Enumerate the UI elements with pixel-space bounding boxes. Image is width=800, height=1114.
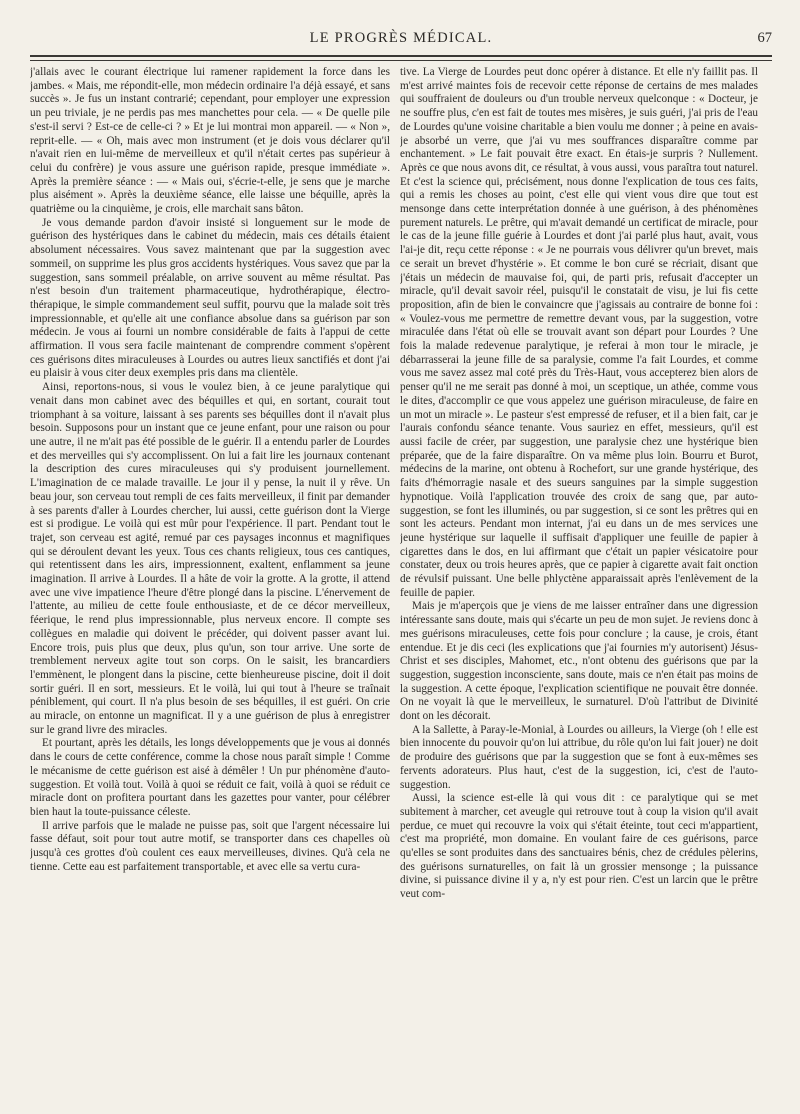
paragraph: Je vous demande pardon d'avoir insisté si longuement sur le mode de guérison des hystériques dans le cabinet du médecin, mais ces détails étaient absolument nécessaires. Vous savez maintenant que par la suggestion avec sommeil, on supprime les plus gros accidents hystériques. Vous savez que par la suggestion, sans sommeil préalable, on arrive souvent au même résultat. Pas n'est besoin d'un traitement pharmaceutique, hydrothérapique, électro-thérapique, le simple commandement seul suffit, pourvu que la malade soit très impressionnable, et qu'elle ait une confiance absolue dans sa guérison par son médecin. Je vous ai fourni un nombre considérable de faits à l'appui de cette affirmation. Il vous sera facile maintenant de comprendre comment s'opèrent ces guérisons dites miraculeuses à Lourdes ou autres lieux sanctifiés et dont j'ai eu plaisir à vous citer deux exemples pris dans ma clientèle. (30, 216, 390, 380)
header-rule (30, 55, 772, 61)
running-title: LE PROGRÈS MÉDICAL. (309, 30, 493, 46)
paragraph: Aussi, la science est-elle là qui vous dit : ce paralytique qui se met subitement à marcher, cet aveugle qui retrouve tout à coup la vision qu'il avait perdue, ce muet qui recouvre la voix qui s'était éteinte, tout ceci m'appartient, c'est ma propriété, mon domaine. En voulant faire de ces guérisons, parce qu'elles se sont produites dans des sanctuaires bénis, chez de crédules pèlerins, des guérisons surnaturelles, on fait là un grossier mensonge ; la puissance divine, si puissance divine il y a, n'y est pour rien. C'est un larcin que le prêtre veut com- (400, 792, 758, 901)
paragraph: tive. La Vierge de Lourdes peut donc opérer à distance. Et elle n'y faillit pas. Il m'est arrivé maintes fois de recevoir cette réponse de certains de mes malades qui souffraient de douleurs ou d'un trouble nerveux quelconque : « Docteur, je ne souffre plus, c'en est fait de toutes mes misères, je suis guéri, j'ai pris de l'eau de Lourdes qu'une voisine charitable a bien voulu me donner ; à peine en avais-je absorbé un verre, que j'ai vu mes souffrances disparaître comme par enchantement. » Le fait pouvait être exact. En étais-je surpris ? Nullement. Après ce que nous avons dit, ce résultat, à vous aussi, vous paraîtra tout naturel. Et c'est la science qui, précisément, nous donne l'explication de tous ces faits, qui a remis les choses au point, c'est elle qui vient vous dire que tout est mensonge dans cette interprétation donnée à une guérison, à des phénomènes purement naturels. Le prêtre, qui m'avait demandé un certificat de miracle, pour le cas de la jeune fille guérie à Lourdes et dont j'ai parlé plus haut, avait, vous l'ai-je dit, reçu cette réponse : « Je ne pourrais vous délivrer qu'un brevet, mais ce serait un brevet d'hystérie ». Et comme le bon curé se récriait, disant que j'étais un médecin de mauvaise foi, qui, de parti pris, refusait d'accepter un miracle, qu'il devait savoir réel, puisqu'il le constatait de visu, je lui fis cette proposition, afin de bien le convaincre que j'agissais au contraire de bonne foi : « Voulez-vous me permettre de remettre devant vous, par la suggestion, votre miraculée dans l'état où elle se trouvait avant son départ pour Lourdes ? Une fois la malade redevenue paralytique, je referai à mon tour le miracle, je débarrasserai la jeune fille de sa paralysie, comme l'a fait Lourdes, et comme vous me savez assez mal coté près du Très-Haut, vous accepterez bien alors de penser qu'il ne me serait pas donné à moi, un sceptique, un athée, comme vous le dites, d'accomplir ce que vous appelez une guérison miraculeuse, de faire en un mot un miracle ». Le pasteur s'est empressé de refuser, et il a bien fait, car je l'aurais confondu séance tenante. Vous sauriez en effet, messieurs, qu'il est aussi facile de créer, par suggestion, une paralysie chez une hystérique bien préparée, que de la faire disparaître. On va même plus loin. Bourru et Burot, médecins de la marine, ont obtenu à Rochefort, sur une grande hystérique, des faits d'hémorragie nasale et des sueurs sanguines par la simple suggestion hypnotique. Voilà l'application trouvée des croix de sang que, par auto-suggestion, se font les illuminés, ou par suggestion, si ce sont les prêtres qui en sont les acteurs. Pendant mon internat, j'ai eu dans un de mes services une jeune hystérique sur laquelle il suffisait d'appliquer une feuille de papier à cigarettes dans le dos, en lui affirmant que c'était un papier vésicatoire pour constater, deux ou trois heures après, que ce papier à cigarette avait fait onction de révulsif puissant. Une belle phlyctène apparaissait après l'enlèvement de la feuille de papier. (400, 66, 758, 599)
right-column (400, 66, 758, 1106)
paragraph: Et pourtant, après les détails, les longs développements que je vous ai donnés dans le cours de cette conférence, comme la chose nous paraît simple ! Comme le mécanisme de cette guérison est aisé à démêler ! Un pur phénomène d'auto-suggestion. Et voilà tout. Voilà à quoi se réduit ce fait, voilà à quoi se réduit ce miracle dont on profitera pourtant dans les gazettes pour vanter, pour célébrer bien haut la toute-puissance céleste. (30, 737, 390, 818)
paragraph: j'allais avec le courant électrique lui ramener rapidement la force dans les jambes. « Mais, me répondit-elle, mon médecin ordinaire l'a déjà essayé, et sans succès ». Je fus un instant contrarié; cependant, pour employer une expression un peu triviale, je ne perdis pas mes manchettes pour cela. — « De quelle pile s'est-il servi ? Est-ce de celle-ci ? » Et je lui montrai mon appareil. — « Non », reprit-elle. — « Oh, mais avec mon instrument (et je dois vous déclarer qu'il n'avait rien en lui-même de merveilleux et qu'il n'était certes pas supérieur à celui du confrère) je vous assure une guérison rapide, presque immédiate ». Après la première séance : — « Mais oui, s'écrie-t-elle, je sens que je marche plus aisément ». Après la deuxième séance, elle laisse une béquille, après la quatrième ou la cinquième, je crois, elle marchait sans bâton. (30, 66, 390, 216)
page-number: 67 (757, 30, 772, 46)
paragraph: Ainsi, reportons-nous, si vous le voulez bien, à ce jeune paralytique qui venait dans mon cabinet avec des béquilles et qui, en sortant, courait tout triomphant à sa voiture, laissant à ses parents ses béquilles dont il n'avait plus besoin. Supposons pour un instant que ce jeune enfant, pour une raison ou pour une autre, il ne m'ait pas été possible de le guérir. Il a entendu parler de Lourdes et des merveilles qui s'y accomplissent. On lui a fait lire les journaux contenant la description des cures miraculeuses qui s'y produisent journellement. L'imagination de ce malade travaille. Le jour il y pense, la nuit il y rêve. Un beau jour, son cerveau tout rempli de ces faits merveilleux, il finit par demander à ses parents d'aller à Lourdes chercher, lui aussi, cette guérison dont la Vierge est si prodigue. Le voilà qui est mûr pour l'expérience. Il part. Pendant tout le trajet, son cerveau est agité, remué par ces paysages inconnus et magnifiques qui se déroulent devant les yeux. Tous ces chants religieux, tous ces cantiques, qui retentissent dans les airs, impressionnent, exaltent, enflamment sa jeune imagination. Il arrive à Lourdes. Il a hâte de voir la grotte. A la grotte, il attend avec une vive impatience l'heure d'être plongé dans la piscine. L'énervement de l'attente, au milieu de cette foule enthousiaste, et de ce décor merveilleux, féerique, le rend plus impressionnable, plus nerveux encore. Il compte ses collègues en maladie qui doivent le précéder, qui doivent passer avant lui. Encore trois, puis plus que deux, plus qu'un, son tour arrive. Une sorte de tremblement nerveux agite tout son corps. On le saisit, les brancardiers l'emmènent, le plongent dans la piscine, cette bienheureuse piscine, doit il doit sortir guéri. Il en sort, messieurs. Et le voilà, lui qui tout à l'heure se traînait péniblement, qui court. Il n'a plus besoin de ses béquilles, il est guéri. On crie au miracle, on entonne un magnificat. Il y a une guérison de plus à enregistrer sur le grand livre des miracles. (30, 381, 390, 736)
paragraph: Mais je m'aperçois que je viens de me laisser entraîner dans une digression intéressante sans doute, mais qui s'écarte un peu de mon sujet. Je reviens donc à mes guérisons miraculeuses, cette fois pour conclure ; la cause, je crois, étant entendue. Et je dis ceci (les explications que j'ai fournies m'y autorisent) Jésus-Christ et ses disciples, Mahomet, etc., n'ont obtenu des guérisons que par la suggestion, suggestion inconsciente, sans doute, mais ce n'en était pas moins de la suggestion. A cette époque, l'explication scientifique ne pouvait être donnée. On ne voyait là que le merveilleux, le surnaturel. D'où l'attribut de Divinité dont on les décorait. (400, 600, 758, 723)
left-column (30, 66, 390, 1106)
paragraph: Il arrive parfois que le malade ne puisse pas, soit que l'argent nécessaire lui fasse défaut, soit pour tout autre motif, se transporter dans ces chapelles où jusqu'à ces grottes d'où coulent ces eaux merveilleuses, divines. Qu'à cela ne tienne. Cette eau est parfaitement transportable, et avec elle sa vertu cura- (30, 819, 390, 873)
paragraph: A la Sallette, à Paray-le-Monial, à Lourdes ou ailleurs, la Vierge (oh ! elle est bien innocente du pouvoir qu'on lui attribue, du rôle qu'on lui fait jouer) ne doit de produire des guérisons que par la suggestion que se font à eux-mêmes ses fervents adorateurs. Plus haut, c'est de la suggestion, ici, c'est de l'auto-suggestion. (400, 723, 758, 791)
page-header (30, 30, 772, 52)
